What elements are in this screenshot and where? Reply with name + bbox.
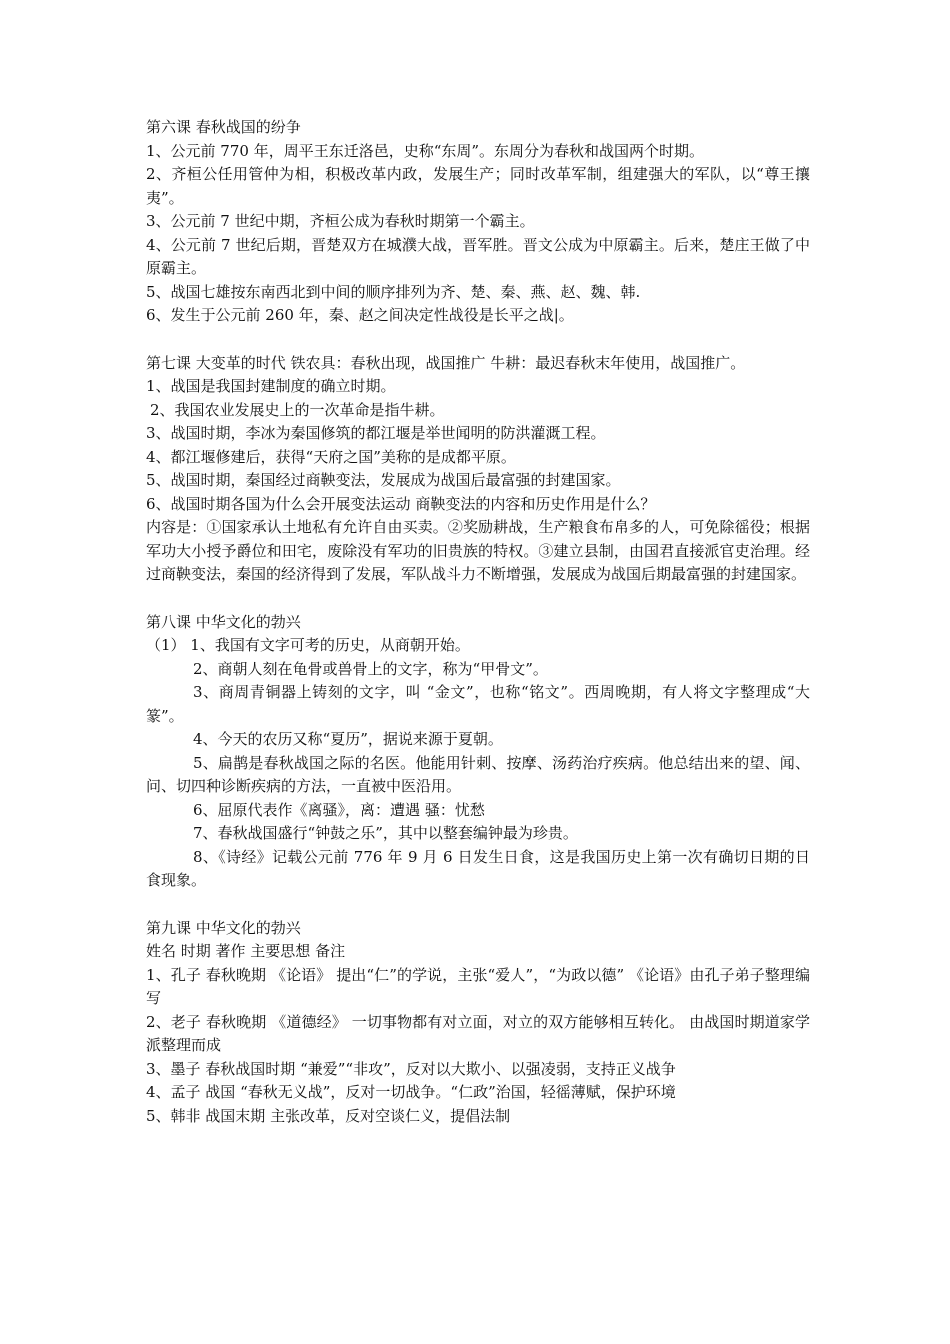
lesson7-item: 5、战国时期，秦国经过商鞅变法，发展成为战国后最富强的封建国家。 (146, 471, 621, 489)
section-gap (146, 893, 810, 917)
lesson9-header: 姓名 时期 著作 主要思想 备注 (146, 942, 346, 960)
lesson6-item: 1、公元前 770 年，周平王东迁洛邑，史称“东周”。东周分为春秋和战国两个时期。 (146, 141, 705, 160)
document-page (146, 116, 810, 1128)
lesson9-item: 1、孔子 春秋晚期 《论语》 提出“仁”的学说，主张“爱人”，“为政以德” 《论语》由孔子弟子整理编写 (146, 965, 810, 1007)
lesson8-item: （1） 1、我国有文字可考的历史，从商朝开始。 (146, 636, 470, 654)
lesson9-title: 第九课 中华文化的勃兴 (146, 918, 301, 937)
lesson7-item: 1、战国是我国封建制度的确立时期。 (146, 377, 396, 395)
lesson8-item: 3、商周青铜器上铸刻的文字，叫 “金文”，也称“铭文”。西周晚期，有人将文字整理成“大篆”。 (146, 683, 810, 725)
lesson8-item: 4、今天的农历又称“夏历”，据说来源于夏朝。 (193, 730, 503, 748)
lesson8-title: 第八课 中华文化的勃兴 (146, 612, 301, 631)
lesson8-item: 6、屈原代表作《离骚》，离：遭遇 骚：忧愁 (193, 800, 485, 819)
lesson9-item: 2、老子 春秋晚期 《道德经》 一切事物都有对立面，对立的双方能够相互转化。 由战国时期道家学派整理而成 (146, 1012, 810, 1054)
lesson6-item: 2、齐桓公任用管仲为相，积极改革内政，发展生产；同时改革军制，组建强大的军队，以“尊王攘夷”。 (146, 165, 810, 207)
lesson8-item: 7、春秋战国盛行“钟鼓之乐”，其中以整套编钟最为珍贵。 (193, 824, 578, 842)
lesson9-item: 5、韩非 战国末期 主张改革，反对空谈仁义，提倡法制 (146, 1106, 511, 1125)
lesson7-item: 6、战国时期各国为什么会开展变法运动 商鞅变法的内容和历史作用是什么？ (146, 494, 656, 513)
lesson6-item: 4、公元前 7 世纪后期，晋楚双方在城濮大战，晋军胜。晋文公成为中原霸主。后来，楚庄王做了中原霸主。 (146, 235, 810, 277)
lesson9-item: 4、孟子 战国 “春秋无义战”，反对一切战争。“仁政”治国，轻徭薄赋，保护环境 (146, 1083, 676, 1101)
lesson8-item: 2、商朝人刻在龟骨或兽骨上的文字，称为“甲骨文”。 (193, 659, 548, 678)
lesson7-item: 4、都江堰修建后，获得“天府之国”美称的是成都平原。 (146, 447, 516, 466)
section-gap (146, 587, 810, 611)
lesson7-content: 内容是：①国家承认土地私有允许自由买卖。②奖励耕战，生产粮食布帛多的人，可免除徭役；根据军功大小授予爵位和田宅，废除没有军功的旧贵族的特权。③建立县制，由国君直接派官吏治理。经过商鞅变法，秦国的经济得到了发展，军队战斗力不断增强，发展成为战国后期最富强的封建国家。 (146, 518, 810, 583)
lesson7-item: 2、我国农业发展史上的一次革命是指牛耕。 (150, 400, 445, 419)
section-gap (146, 328, 810, 352)
lesson6-item: 5、战国七雄按东南西北到中间的顺序排列为齐、楚、秦、燕、赵、魏、韩. (146, 282, 641, 301)
lesson8-item: 8、《诗经》记载公元前 776 年 9 月 6 日发生日食，这是我国历史上第一次有确切日期的日食现象。 (146, 847, 810, 889)
lesson6-title: 第六课 春秋战国的纷争 (146, 118, 301, 136)
lesson8-item: 5、扁鹊是春秋战国之际的名医。他能用针刺、按摩、汤药治疗疾病。他总结出来的望、闻、问、切四种诊断疾病的方法，一直被中医沿用。 (146, 753, 810, 795)
lesson6-item: 6、发生于公元前 260 年，秦、赵之间决定性战役是长平之战|。 (146, 306, 574, 324)
lesson9-item: 3、墨子 春秋战国时期 “兼爱”“非攻”，反对以大欺小、以强凌弱，支持正义战争 (146, 1059, 676, 1078)
lesson7-item: 3、战国时期，李冰为秦国修筑的都江堰是举世闻明的防洪灌溉工程。 (146, 424, 606, 442)
lesson7-title: 第七课 大变革的时代 铁农具：春秋出现，战国推广 牛耕：最迟春秋末年使用，战国推广。 (146, 353, 746, 372)
lesson6-item: 3、公元前 7 世纪中期，齐桓公成为春秋时期第一个霸主。 (146, 212, 535, 230)
